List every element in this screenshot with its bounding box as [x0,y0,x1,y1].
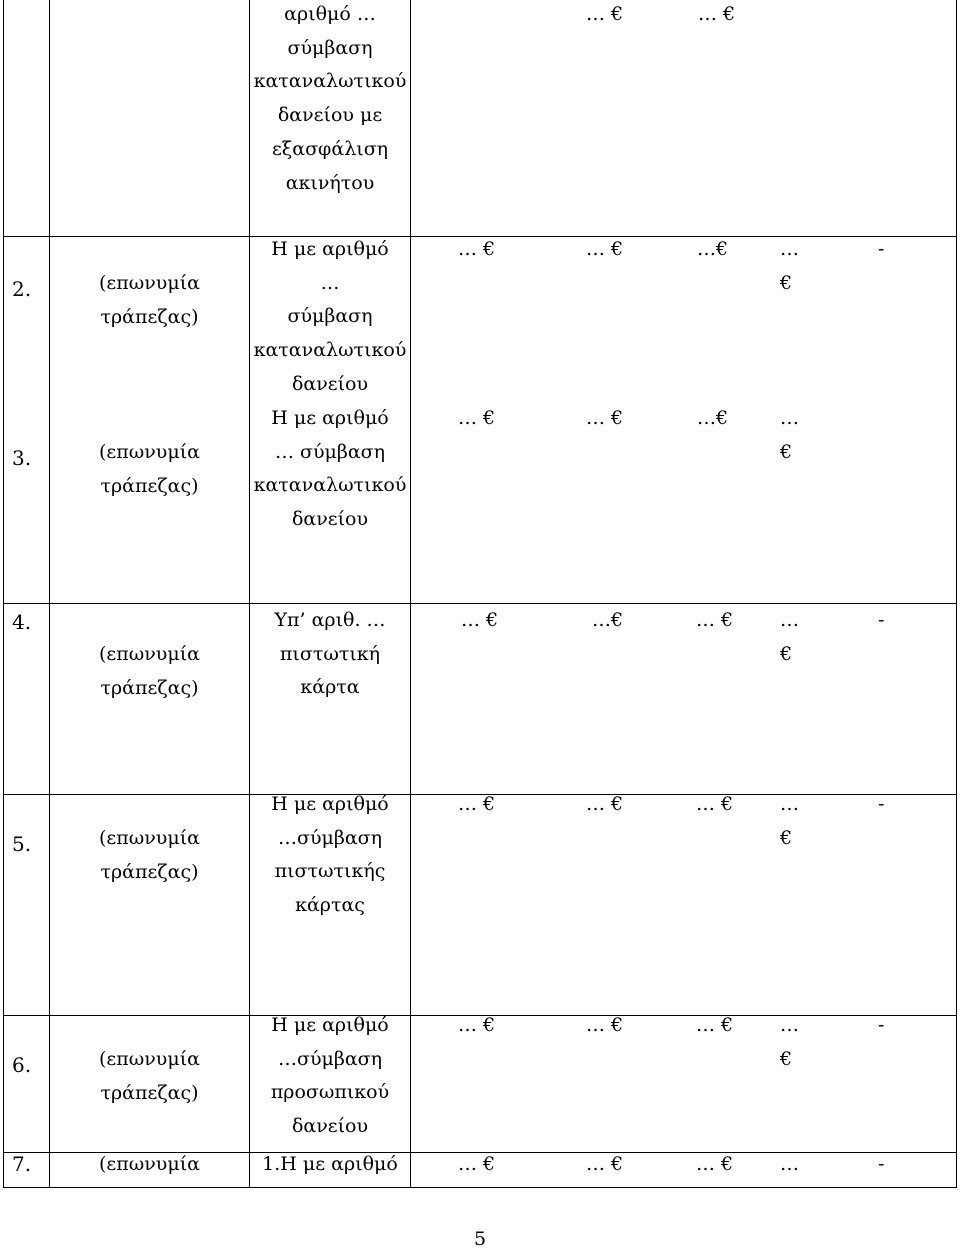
table-cell-amount: … € [696,793,734,815]
table-cell-amount: … € [698,3,736,25]
table-cell-dash: - [878,609,885,631]
table-cell-description: Υπ’ αριθ. … πιστωτική κάρτα [274,609,386,699]
table-cell-amount: … € [780,407,799,463]
table-cell-number: 7. [12,1152,32,1176]
table-cell-amount: … € [780,609,799,665]
table-cell-amount: … € [780,1014,799,1070]
column-divider [49,0,50,1188]
table-cell-amount: … € [458,793,496,815]
table-border-right [956,0,957,1188]
table-cell-amount: … € [458,1153,496,1175]
table-cell-number: 6. [12,1053,32,1077]
table-cell-description: αριθμό … σύμβαση καταναλωτικού δανείου με εξασφάλιση ακινήτου [253,3,407,194]
table-cell-amount: …€ [697,407,729,429]
table-cell-amount: … € [458,1014,496,1036]
column-divider [410,0,411,1188]
table-cell-bank: (επωνυμία τράπεζας) [99,827,200,883]
table-cell-number: 4. [12,610,32,634]
table-cell-dash: - [878,238,885,260]
table-cell-amount: … € [780,793,799,849]
table-cell-amount: …€ [592,609,624,631]
table-cell-amount: … € [461,609,499,631]
table-cell-number: 5. [12,832,32,856]
table-cell-amount: … € [458,407,496,429]
table-cell-dash: - [878,1014,885,1036]
table-cell-amount: … € [458,238,496,260]
table-border-left [3,0,4,1188]
table-cell-amount: … € [586,407,624,429]
table-cell-description: Η με αριθμό …σύμβαση πιστωτικής κάρτας [271,793,389,917]
table-border-bottom [3,1187,957,1188]
table-cell-bank: (επωνυμία τράπεζας) [99,643,200,699]
table-cell-amount: … € [586,1014,624,1036]
table-cell-amount: … € [586,238,624,260]
table-cell-number: 2. [12,277,32,301]
table-cell-description: 1.Η με αριθμό [262,1153,398,1175]
table-cell-amount: … € [586,793,624,815]
table-cell-bank: (επωνυμία τράπεζας) [99,1048,200,1104]
table-cell-description: Η με αριθμό …σύμβαση προσωπικού δανείου [270,1014,390,1138]
table-cell-amount: …€ [697,238,729,260]
table-cell-description: Η με αριθμό … σύμβαση καταναλωτικού δανείου [253,238,407,395]
page-number: 5 [473,1228,487,1250]
table-cell-amount: … € [586,1153,624,1175]
table-cell-number: 3. [12,446,32,470]
table-cell-bank: (επωνυμία τράπεζας) [99,272,200,328]
table-cell-amount: … [780,1153,799,1175]
table-cell-bank: (επωνυμία τράπεζας) [99,441,200,497]
table-cell-amount: … € [780,238,799,294]
table-cell-amount: … € [586,3,624,25]
table-cell-bank: (επωνυμία [99,1153,200,1175]
table-cell-amount: … € [696,1153,734,1175]
table-cell-description: Η με αριθμό … σύμβαση καταναλωτικού δανείου [253,407,407,531]
table-cell-amount: … € [696,609,734,631]
table-cell-dash: - [878,1153,885,1175]
table-cell-dash: - [878,793,885,815]
table-cell-amount: … € [696,1014,734,1036]
